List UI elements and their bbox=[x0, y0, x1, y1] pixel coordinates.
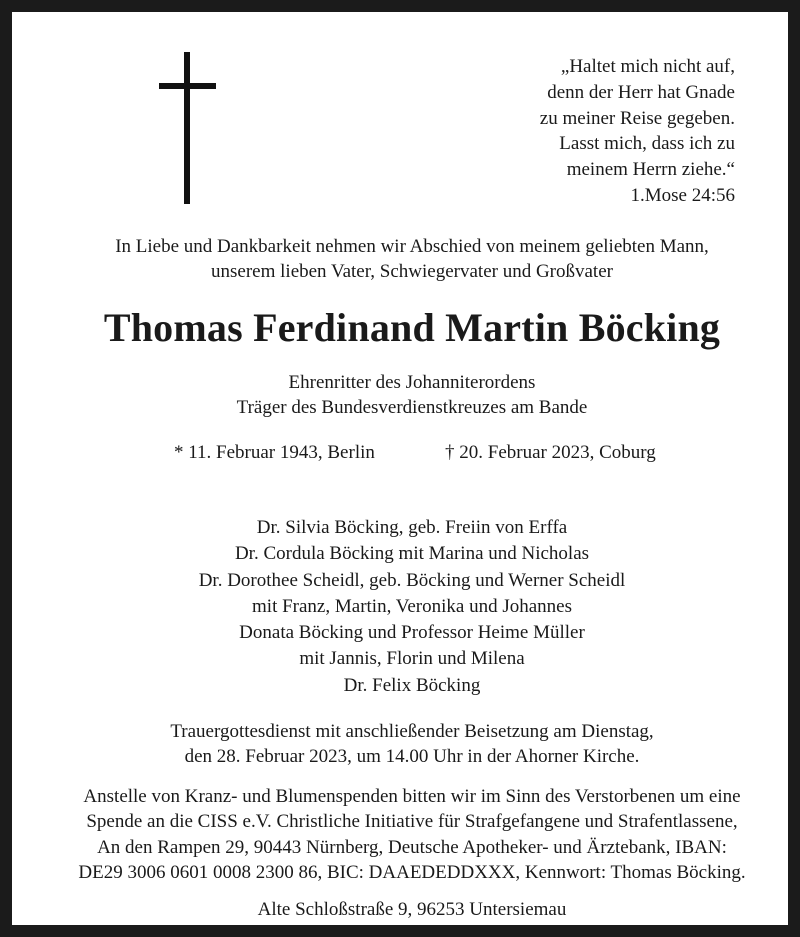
family-line: Dr. Silvia Böcking, geb. Freiin von Erffa bbox=[256, 517, 568, 538]
honor-line: Ehrenritter des Johanniterordens bbox=[288, 372, 536, 393]
donation-line: Spende an die CISS e.V. Christliche Initiative für Strafgefangene und Strafentlassene, bbox=[86, 811, 738, 833]
honors bbox=[12, 370, 800, 420]
honor-line: Träger des Bundesverdienstkreuzes am Bande bbox=[236, 397, 588, 418]
birth-date: * 11. Februar 1943, Berlin bbox=[174, 442, 375, 463]
verse-line: meinem Herrn ziehe.“ bbox=[566, 159, 735, 181]
family-line: mit Franz, Martin, Veronika und Johannes bbox=[252, 595, 572, 617]
death-date: † 20. Februar 2023, Coburg bbox=[445, 442, 656, 463]
service-line: Trauergottesdienst mit anschließender Beisetzung am Dienstag, bbox=[170, 721, 654, 742]
verse-line: denn der Herr hat Gnade bbox=[547, 81, 735, 103]
service-line: den 28. Februar 2023, um 14.00 Uhr in der Ahorner Kirche. bbox=[184, 746, 640, 767]
family-line: mit Jannis, Florin und Milena bbox=[299, 648, 525, 670]
funeral-service-info bbox=[12, 719, 800, 769]
intro-line: In Liebe und Dankbarkeit nehmen wir Abschied von meinem geliebten Mann, bbox=[115, 236, 709, 257]
family-address: Alte Schloßstraße 9, 96253 Untersiemau bbox=[257, 899, 567, 920]
deceased-name: Thomas Ferdinand Martin Böcking bbox=[103, 305, 721, 350]
verse-line: zu meiner Reise gegeben. bbox=[539, 107, 735, 129]
donation-request bbox=[12, 784, 800, 885]
farewell-intro bbox=[12, 234, 800, 284]
verse-reference: 1.Mose 24:56 bbox=[630, 184, 735, 206]
family-line: Dr. Dorothee Scheidl, geb. Böcking und Werner Scheidl bbox=[198, 569, 626, 591]
donation-line: An den Rampen 29, 90443 Nürnberg, Deutsche Apotheker- und Ärztebank, IBAN: bbox=[97, 836, 727, 858]
verse-line: „Haltet mich nicht auf, bbox=[560, 56, 735, 77]
family-members bbox=[12, 515, 800, 699]
bible-verse bbox=[435, 54, 735, 209]
donation-line: DE29 3006 0601 0008 2300 86, BIC: DAAEDEDDXXX, Kennwort: Thomas Böcking. bbox=[78, 861, 746, 883]
intro-line: unserem lieben Vater, Schwiegervater und Großvater bbox=[211, 261, 613, 282]
family-line: Donata Böcking und Professor Heime Müller bbox=[239, 622, 585, 644]
donation-line: Anstelle von Kranz- und Blumenspenden bitten wir im Sinn des Verstorbenen um eine bbox=[83, 786, 741, 807]
verse-line: Lasst mich, dass ich zu bbox=[559, 133, 735, 155]
family-line: Dr. Felix Böcking bbox=[343, 674, 481, 696]
family-line: Dr. Cordula Böcking mit Marina und Nicholas bbox=[234, 543, 590, 565]
latin-cross-icon bbox=[159, 52, 216, 204]
